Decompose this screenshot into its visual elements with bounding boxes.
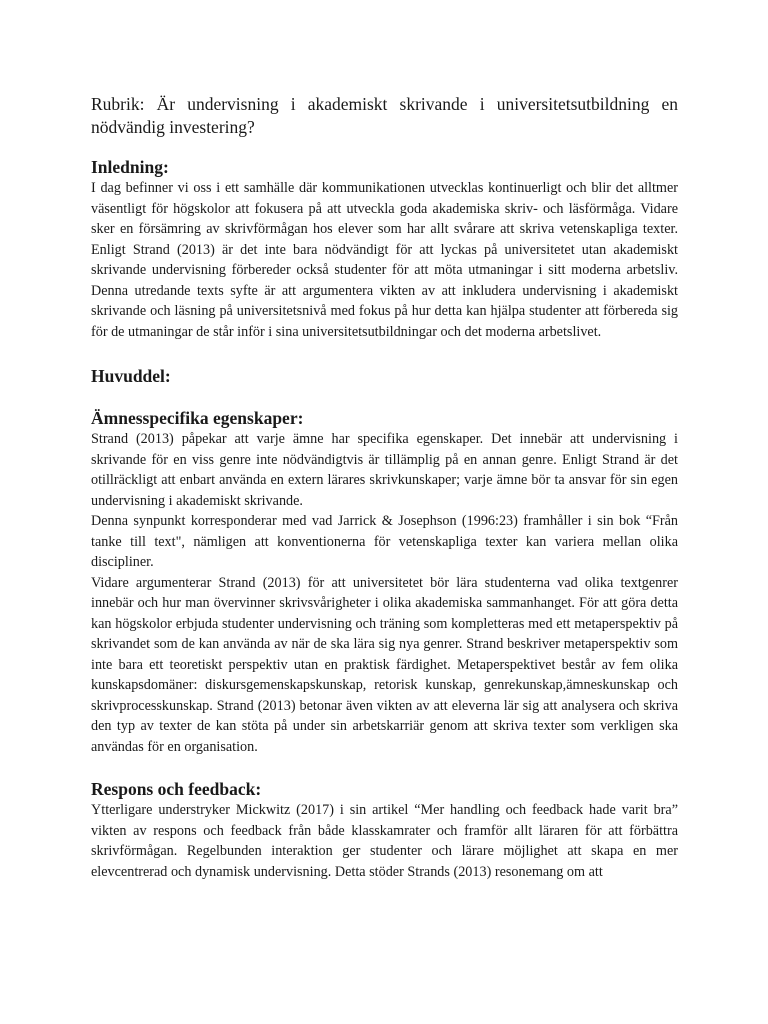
spacer <box>91 139 678 156</box>
intro-heading: Inledning: <box>91 157 169 177</box>
subject-paragraph-1: Strand (2013) påpekar att varje ämne har specifika egenskaper. Det innebär att undervisning i skrivande för en viss genre inte nödvändigtvis är tillämplig på en annan genre. Enligt Strand är det otillräckligt att enbart använda en extern lärares skrivkunskaper; varje ämne bör ta ansvar för sin egen undervisning i akademiskt skrivande. <box>91 431 678 509</box>
subject-paragraph-2: Denna synpunkt korresponderar med vad Jarrick & Josephson (1996:23) framhåller i sin bok “Från tanke till text", nämligen att konventionerna för vetenskapliga texter kan variera mellan olika discipliner. <box>91 513 678 570</box>
main-heading: Huvuddel: <box>91 366 171 386</box>
document-page <box>91 93 678 882</box>
feedback-heading: Respons och feedback: <box>91 779 262 799</box>
spacer <box>91 757 678 778</box>
subject-paragraph-3: Vidare argumenterar Strand (2013) för att universitetet bör lära studenterna vad olika textgenrer innebär och hur man övervinner skrivsvårigheter i olika akademiska sammanhanget. För att göra detta kan högskolor erbjuda studenter undervisning och träning som kompletteras med ett metaperspektiv på skrivandet som de kan använda av när de ska lära sig nya genrer. Strand beskriver metaperspektiv som inte bara ett teoretiskt perspektiv utan en praktisk färdighet. Metaperspektivet består av fem olika kunskapsdomäner: diskursgemenskapskunskap, retorisk kunskap, genrekunskap,ämneskunskap och skrivprocesskunskap. Strand (2013) betonar även vikten av att eleverna lär sig att analysera och skriva den typ av texter de kan stöta på under sin arbetskarriär genom att skriva texter som verkligen ska användas för en organisation. <box>91 574 678 755</box>
spacer <box>91 387 678 407</box>
intro-paragraph: I dag befinner vi oss i ett samhälle där kommunikationen utvecklas kontinuerligt och blir det alltmer väsentligt för högskolor att fokusera på att utveckla goda akademiska skriv- och läsförmåga. Vidare sker en försämring av skrivförmågan hos elever som har allt svårare att skriva vetenskapliga texter. Enligt Strand (2013) är det inte bara nödvändigt för att lyckas på universitetet utan akademiskt skrivande undervisning förbereder också studenter för att möta utmaningar i sitt moderna arbetsliv. Denna utredande texts syfte är att argumentera vikten av att inkludera undervisning i akademiskt skrivande och läsning på universitetsnivå med fokus på hur detta kan hjälpa studenter att förbereda sig för de utmaningar de står inför i sina universitetsutbildningar och det moderna arbetslivet. <box>91 180 678 340</box>
document-title: Rubrik: Är undervisning i akademiskt skrivande i universitetsutbildning en nödvändig investering? <box>91 94 678 137</box>
subject-heading: Ämnesspecifika egenskaper: <box>91 408 304 428</box>
spacer <box>91 342 678 365</box>
feedback-paragraph: Ytterligare understryker Mickwitz (2017) i sin artikel “Mer handling och feedback hade varit bra” vikten av respons och feedback från både klasskamrater och framför allt läraren för att förbättra skrivförmågan. Regelbunden interaktion ger studenter och lärare möjlighet att skapa en mer elevcentrerad och dynamisk undervisning. Detta stöder Strands (2013) resonemang om att <box>91 802 678 880</box>
